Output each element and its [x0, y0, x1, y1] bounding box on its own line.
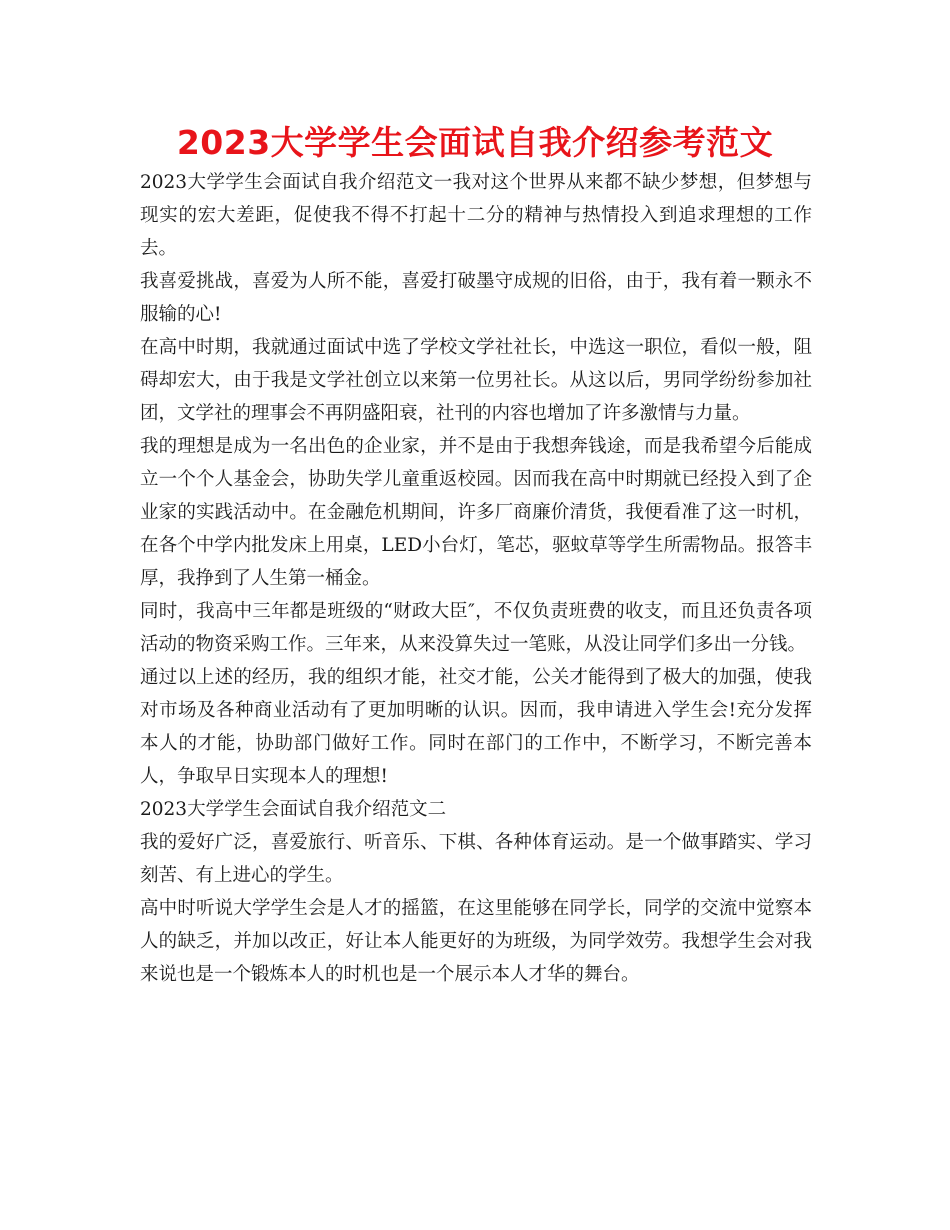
paragraph: 高中时听说大学学生会是人才的摇篮，在这里能够在同学长，同学的交流中觉察本人的缺乏，并加以改正，好让本人能更好的为班级，为同学效劳。我想学生会对我来说也是一个锻炼本人的时机也是一个展示本人才华的舞台。	[140, 898, 812, 985]
paragraph: 在高中时期，我就通过面试中选了学校文学社社长，中选这一职位，看似一般，阻碍却宏大，由于我是文学社创立以来第一位男社长。从这以后，男同学纷纷参加社团，文学社的理事会不再阴盛阳衰，社刊的内容也增加了许多激情与力量。	[140, 337, 812, 424]
paragraph: 我的爱好广泛，喜爱旅行、听音乐、下棋、各种体育运动。是一个做事踏实、学习刻苦、有上进心的学生。	[140, 832, 812, 886]
document-body	[140, 166, 812, 991]
paragraph: 通过以上述的经历，我的组织才能，社交才能，公关才能得到了极大的加强，使我对市场及各种商业活动有了更加明晰的认识。因而，我申请进入学生会!充分发挥本人的才能，协助部门做好工作。同时在部门的工作中，不断学习，不断完善本人，争取早日实现本人的理想!	[140, 667, 813, 787]
paragraph: 同时，我高中三年都是班级的“财政大臣″，不仅负责班费的收支，而且还负责各项活动的物资采购工作。三年来，从来没算失过一笔账，从没让同学们多出一分钱。	[140, 601, 812, 655]
paragraph: 2023大学学生会面试自我介绍范文一我对这个世界从来都不缺少梦想，但梦想与现实的宏大差距，促使我不得不打起十二分的精神与热情投入到追求理想的工作去。	[140, 172, 812, 259]
document-title: 2023大学学生会面试自我介绍参考范文	[176, 123, 774, 162]
section-heading: 2023大学学生会面试自我介绍范文二	[140, 799, 447, 820]
paragraph: 我的理想是成为一名出色的企业家，并不是由于我想奔钱途，而是我希望今后能成立一个个人基金会，协助失学儿童重返校园。因而我在高中时期就已经投入到了企业家的实践活动中。在金融危机期间，许多厂商廉价清货，我便看准了这一时机，在各个中学内批发床上用桌，LED小台灯，笔芯，驱蚊草等学生所需物品。报答丰厚，我挣到了人生第一桶金。	[140, 436, 812, 589]
paragraph: 我喜爱挑战，喜爱为人所不能，喜爱打破墨守成规的旧俗，由于，我有着一颗永不服输的心!	[140, 271, 812, 325]
